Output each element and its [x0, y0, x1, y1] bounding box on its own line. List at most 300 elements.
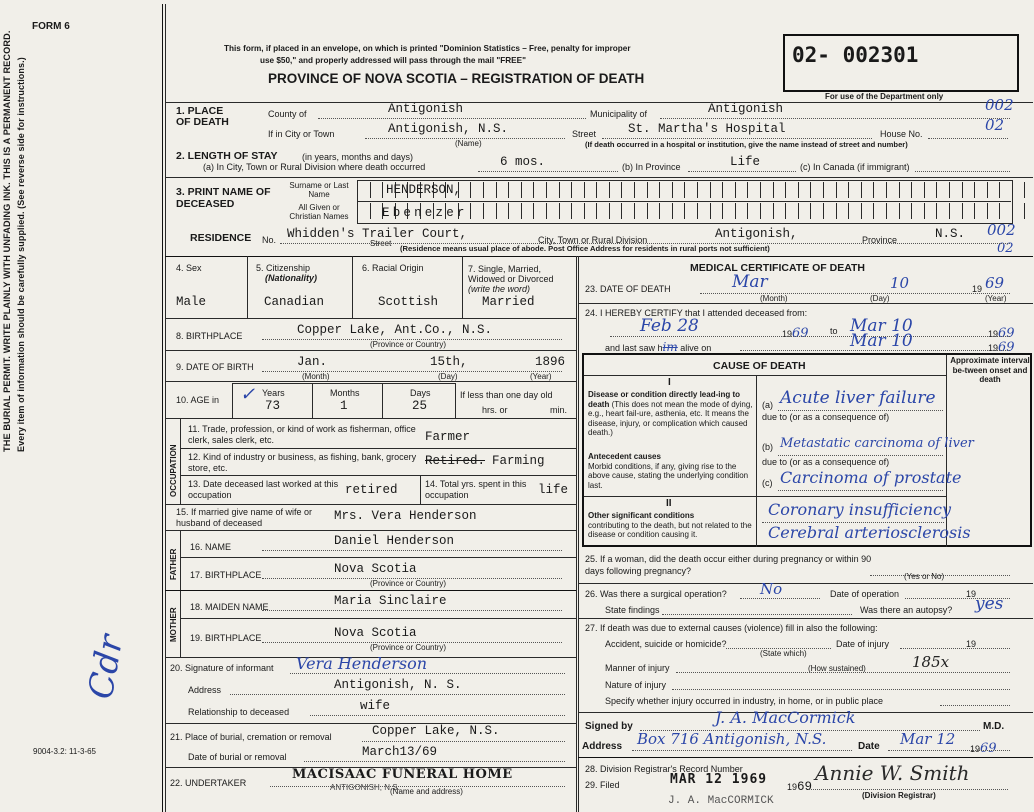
name-char-box: [836, 203, 849, 219]
bottom-stamp: [668, 795, 774, 807]
name-char-box: [521, 182, 534, 198]
county-line: [318, 118, 586, 119]
mother-side-label: MOTHER: [169, 607, 178, 642]
cause-b-line: [778, 455, 943, 456]
md-label: M.D.: [983, 721, 1005, 732]
q25-text: 25. If a woman, did the death occur either during pregnancy or within 90 days following pregnancy?: [585, 554, 872, 576]
name-char-box: [1012, 182, 1025, 198]
racial-label: 6. Racial Origin: [362, 263, 424, 273]
racial-value: Scottish: [378, 295, 439, 309]
name-char-box: [609, 203, 622, 219]
alive-line: [740, 350, 1010, 351]
name-char-box: [647, 203, 660, 219]
q26-label: 26. Was there a surgical operation?: [585, 589, 727, 599]
municipality-value: Antigonish: [708, 102, 784, 116]
dob-month: Jan.: [297, 355, 328, 369]
name-char-box: [584, 203, 597, 219]
attended-from-19: 19: [782, 329, 793, 339]
name-char-box: [936, 182, 949, 198]
stay-b-value: Life: [730, 155, 761, 169]
sign-year: [970, 742, 997, 755]
col-split: [576, 256, 577, 812]
informant-address: Antigonish, N. S.: [334, 678, 462, 692]
name-grid-mid: [357, 201, 1011, 202]
name-char-box: [470, 203, 483, 219]
name-char-box: [470, 182, 483, 198]
name-char-box: [873, 203, 886, 219]
age-days: 25: [412, 399, 428, 413]
relationship-value: wife: [360, 699, 391, 713]
alive-19: 19: [988, 343, 999, 353]
q15-label: [176, 507, 336, 529]
street-value: St. Martha's Hospital: [628, 122, 786, 136]
stay-b-line: [688, 171, 796, 172]
father-name-line: [262, 550, 562, 551]
age-col-2: [382, 383, 383, 418]
age-years: 73: [265, 399, 281, 413]
q21-label: 21. Place of burial, cremation or removal: [170, 732, 332, 742]
name-char-box: [710, 182, 723, 198]
burial-date: March13/69: [362, 745, 438, 759]
cause-head-rule: [584, 375, 946, 376]
name-char-box: [571, 203, 584, 219]
left-margin-rule: [162, 4, 163, 812]
roman-1: I: [668, 377, 671, 388]
municipality-label: Municipality of: [590, 109, 648, 119]
burial-place-line: [362, 741, 565, 742]
name-char-box: [672, 203, 685, 219]
injury-year: 19: [966, 639, 977, 649]
cause-a-line: [778, 410, 943, 411]
rule-occupation: [165, 418, 576, 419]
last-saw-text: and last saw h: [605, 343, 663, 353]
name-label: [176, 186, 276, 210]
house-label: House No.: [880, 129, 923, 139]
relationship-label: Relationship to deceased: [188, 707, 290, 717]
name-char-box: [848, 182, 861, 198]
disease-head: Disease or condition directly lead-ing to death: [588, 390, 741, 409]
rule-age: [165, 381, 576, 382]
min-label: min.: [550, 405, 568, 415]
state-findings-label: State findings: [605, 605, 660, 615]
name-char-box: [609, 182, 622, 198]
residence-province-label: Province: [862, 235, 898, 245]
rule-registrar: [578, 757, 1033, 758]
stay-c-line: [915, 171, 1010, 172]
q14-col: [420, 475, 421, 504]
dept-use-label: For use of the Department only: [825, 92, 944, 101]
dob-label: 9. DATE OF BIRTH: [176, 362, 254, 372]
q12-struck: Retired.: [425, 454, 486, 468]
other-head: Other significant conditions: [588, 511, 695, 520]
city-label: If in City or Town: [268, 129, 335, 139]
stay-c-label: (c) In Canada (if immigrant): [800, 162, 910, 172]
father-side-label: FATHER: [169, 548, 178, 580]
name-char-box: [974, 182, 987, 198]
death-month: Mar: [732, 272, 768, 292]
stay-label: 2. LENGTH OF STAY: [176, 150, 278, 162]
name-char-box: [508, 182, 521, 198]
rule-burial: [165, 723, 576, 724]
name-char-box: [1012, 203, 1025, 219]
name-char-box: [861, 203, 874, 219]
name-char-box: [987, 182, 1000, 198]
name-char-box: [1024, 182, 1034, 198]
side-note-text: Every item of information should be carefully supplied. (See reverse side for instructions.): [15, 57, 26, 452]
death-month-hint: (Month): [760, 294, 788, 303]
name-char-box: [747, 182, 760, 198]
registrar-line: [808, 789, 1008, 790]
mother-birthplace-hint: (Province or Country): [370, 643, 447, 652]
name-char-box: [697, 203, 710, 219]
due-to-1: due to (or as a consequence of): [762, 412, 890, 422]
injury-date-label: Date of injury: [836, 639, 890, 649]
sex-label: 4. Sex: [176, 263, 202, 273]
dob-day: 15th,: [430, 355, 468, 369]
rule-father: [165, 530, 576, 531]
attended-to-year: [988, 327, 1015, 340]
marital-label: [468, 264, 573, 294]
other-condition-2: Cerebral arteriosclerosis: [768, 523, 971, 542]
stay-sub: (in years, months and days): [302, 152, 414, 162]
attended-to-label: to: [830, 326, 838, 336]
disease-block: [588, 390, 754, 438]
burial-date-line: [304, 761, 565, 762]
relationship-line: [310, 715, 565, 716]
antecedent-head: Antecedent causes: [588, 452, 661, 461]
op-line: [740, 598, 820, 599]
name-char-box: [899, 182, 912, 198]
q13-value: retired: [345, 483, 398, 497]
city-value: Antigonish, N.S.: [388, 122, 509, 136]
given-label: [284, 203, 354, 221]
name-char-box: [785, 203, 798, 219]
q14-value: life: [538, 483, 569, 497]
age-years-label: Years: [262, 388, 285, 398]
name-char-box: [798, 203, 811, 219]
findings-line: [662, 614, 852, 615]
attended-to-yy: 69: [998, 326, 1015, 341]
rule-q24: [578, 303, 1033, 304]
name-char-box: [559, 182, 572, 198]
birthplace-hint: (Province or Country): [370, 340, 447, 349]
dob-month-hint: (Month): [302, 372, 330, 381]
name-char-box: [357, 182, 370, 198]
q25-label: [585, 553, 875, 577]
q16-label: 16. NAME: [190, 542, 232, 552]
name-char-box: [684, 203, 697, 219]
name-char-box: [886, 182, 899, 198]
racial-col: [462, 256, 463, 318]
rule-q13: [180, 475, 576, 476]
name-char-box: [722, 182, 735, 198]
name-char-box: [621, 203, 634, 219]
other-block: [588, 511, 754, 540]
name-char-box: [496, 203, 509, 219]
residence-code-2: 02: [997, 241, 1014, 256]
house-code: 02: [985, 116, 1005, 134]
physician-address: Box 716 Antigonish, N.S.: [637, 730, 827, 748]
injury-date-line: [900, 648, 1010, 649]
county-value: Antigonish: [388, 102, 464, 116]
stay-b-label: (b) In Province: [622, 162, 681, 172]
date-operation-year: 19: [966, 589, 977, 599]
header-line-2: use $50," and properly addressed will pass through the mail "FREE": [260, 56, 526, 65]
rule-q17: [180, 557, 576, 558]
rule-q27: [578, 618, 1033, 619]
name-char-box: [735, 182, 748, 198]
name-char-box: [697, 182, 710, 198]
address-line: [632, 750, 852, 751]
name-char-box: [924, 203, 937, 219]
rule-top: [165, 102, 1033, 103]
name-char-box: [546, 182, 559, 198]
last-saw-label: [605, 341, 711, 353]
dob-day-hint: (Day): [438, 372, 458, 381]
form-number: FORM 6: [32, 21, 70, 32]
rule-q15: [165, 504, 576, 505]
q11-label: [188, 424, 418, 446]
name-char-box: [634, 203, 647, 219]
street-line: [602, 138, 872, 139]
name-char-box: [773, 182, 786, 198]
name-char-box: [798, 182, 811, 198]
name-char-box: [621, 182, 634, 198]
attended-to: Mar 10: [850, 316, 913, 336]
name-char-box: [634, 182, 647, 198]
name-char-box: [773, 203, 786, 219]
name-char-box: [848, 203, 861, 219]
given-value: Ebenezer: [382, 206, 468, 220]
age-months: 1: [340, 399, 348, 413]
sign-date-line: [888, 750, 1010, 751]
name-char-box: [684, 182, 697, 198]
q11-text: 11. Trade, profession, or kind of work as fisherman, office clerk, sales clerk, etc.: [188, 424, 416, 445]
q13-text: 13. Date deceased last worked at this occupation: [188, 479, 339, 500]
autopsy-value: yes: [975, 594, 1004, 614]
death-day: 10: [890, 274, 910, 292]
age-days-label: Days: [410, 388, 431, 398]
name-char-box: [521, 203, 534, 219]
age-months-label: Months: [330, 388, 360, 398]
county-label: County of: [268, 109, 307, 119]
undertaker-stamp: MACISAAC FUNERAL HOME: [292, 767, 513, 782]
age-label: 10. AGE in: [176, 395, 220, 405]
alive-on-text: alive on: [680, 343, 712, 353]
operation-value: No: [760, 580, 783, 598]
place-of-death-text: 1. PLACE OF DEATH: [176, 105, 229, 128]
nationality-label: (Nationality): [265, 273, 318, 283]
informant-address-line: [230, 694, 565, 695]
other-text: contributing to the death, but not related to the disease or condition causing it.: [588, 520, 752, 539]
residence-no-label: No.: [262, 235, 277, 245]
name-char-box: [949, 203, 962, 219]
stay-a-label: (a) In City, Town or Rural Division where death occurred: [203, 162, 426, 172]
name-char-box: [810, 182, 823, 198]
name-char-box: [962, 182, 975, 198]
surname-label: [284, 181, 354, 199]
name-char-box: [899, 203, 912, 219]
informant-line: [290, 673, 565, 674]
col-split-2: [578, 256, 579, 812]
name-char-box: [936, 203, 949, 219]
occupation-col: [180, 418, 181, 504]
name-char-box: [357, 203, 370, 219]
name-char-box: [962, 203, 975, 219]
interval-label: [950, 356, 1030, 385]
side-handwriting: Cdr: [80, 631, 132, 703]
side-instructions: [0, 0, 28, 452]
sex-col: [247, 256, 248, 318]
due-to-2: due to (or as a consequence of): [762, 457, 890, 467]
name-char-box: [483, 203, 496, 219]
name-char-box: [924, 182, 937, 198]
occupation-side-label: OCCUPATION: [169, 444, 178, 497]
filed-19: 19: [787, 782, 798, 792]
name-char-box: [823, 182, 836, 198]
left-margin-rule-inner: [165, 4, 166, 812]
father-birthplace: Nova Scotia: [334, 562, 417, 576]
rule-mother: [165, 590, 576, 591]
name-char-box: [861, 182, 874, 198]
residence-street: Whidden's Trailer Court,: [287, 227, 468, 241]
yes-no-hint: (Yes or No): [904, 572, 945, 581]
cause-c-line: [778, 490, 943, 491]
nature-line: [672, 689, 1010, 690]
footer-code: 9004-3.2: 11-3-65: [33, 747, 97, 756]
rule-q19: [180, 618, 576, 619]
father-birthplace-hint: (Province or Country): [370, 579, 447, 588]
death-year-pre: 19: [972, 284, 983, 294]
roman-2: II: [666, 498, 672, 509]
q20-label: 20. Signature of informant: [170, 663, 274, 673]
registrar-hint: (Division Registrar): [862, 791, 936, 800]
bottom-stamp-text: J. A. MacCORMICK: [668, 795, 774, 807]
attended-line: [610, 336, 1010, 337]
nature-label: Nature of injury: [605, 680, 667, 690]
undertaker-line: [270, 786, 565, 787]
name-char-box: [999, 182, 1012, 198]
street-label: Street: [572, 129, 597, 139]
signed-label: Signed by: [585, 721, 633, 732]
attended-from: Feb 28: [640, 316, 699, 336]
name-char-box: [911, 182, 924, 198]
municipality-line: [660, 118, 1010, 119]
surname-value: HENDERSON,: [386, 183, 462, 197]
hrs-label: hrs. or: [482, 405, 508, 415]
name-char-box: [559, 203, 572, 219]
name-char-box: [785, 182, 798, 198]
filed-yy: 69: [797, 780, 813, 794]
disease-text: (This does not mean the mode of dying, e.g., heart fail-ure, asthenia, etc. It means the disease, injury, or complication which caused death.): [588, 399, 753, 437]
cause-c-letter: (c): [762, 478, 773, 488]
state-which-hint: (State which): [760, 649, 807, 658]
father-name: Daniel Henderson: [334, 534, 455, 548]
q14-label: [425, 479, 543, 501]
rule-q26: [578, 583, 1033, 584]
name-char-box: [747, 203, 760, 219]
medical-title: MEDICAL CERTIFICATE OF DEATH: [690, 262, 865, 274]
name-char-box: [370, 203, 383, 219]
sign-date: Mar 12: [900, 730, 956, 748]
other-condition-1: Coronary insufficiency: [768, 500, 952, 519]
age-check: ✓: [240, 384, 256, 405]
city-line: [365, 138, 565, 139]
spouse-value: Mrs. Vera Henderson: [334, 509, 477, 523]
sign-date-label: Date: [858, 741, 880, 752]
informant-signature: Vera Henderson: [296, 654, 428, 673]
marital-label-text: 7. Single, Married, Widowed or Divorced: [468, 264, 554, 284]
death-date-line: [700, 293, 1010, 294]
place-of-death-label: [176, 106, 256, 128]
residence-province: N.S.: [935, 227, 966, 241]
name-char-box: [672, 182, 685, 198]
name-char-box: [836, 182, 849, 198]
name-char-box: [911, 203, 924, 219]
rule-birthplace: [165, 318, 576, 319]
hospital-note: (If death occurred in a hospital or institution, give the name instead of street and number): [585, 140, 908, 149]
death-day-hint: (Day): [870, 294, 890, 303]
alive-yy: 69: [998, 340, 1015, 355]
cause-b: Metastatic carcinoma of liver: [780, 436, 974, 451]
cause-col-1: [756, 375, 757, 547]
name-char-box: [533, 203, 546, 219]
mother-name: Maria Sinclaire: [334, 594, 447, 608]
q14-text: 14. Total yrs. spent in this occupation: [425, 479, 527, 500]
physician-signature: J. A. MacCormick: [715, 708, 856, 727]
name-char-box: [571, 182, 584, 198]
rule-dob: [165, 350, 576, 351]
q12-value: Farming: [492, 454, 545, 468]
cause-a: Acute liver failure: [780, 388, 936, 408]
rule-personal-top: [165, 256, 1033, 257]
city-name-hint: (Name): [455, 139, 482, 148]
q22-label: 22. UNDERTAKER: [170, 778, 247, 788]
antecedent-text: Morbid conditions, if any, giving rise to the above cause, stating the underlying condition last.: [588, 461, 749, 490]
name-char-box: [584, 182, 597, 198]
house-line: [928, 138, 1008, 139]
name-char-box: [810, 203, 823, 219]
citizenship-label: 5. Citizenship: [256, 263, 311, 273]
q17-label: 17. BIRTHPLACE: [190, 570, 262, 580]
undertaker-stamp-sub: ANTIGONISH, N.S.: [330, 783, 400, 792]
marital-hint: (write the word): [468, 284, 531, 294]
burial-date-label: Date of burial or removal: [188, 752, 287, 762]
name-char-box: [533, 182, 546, 198]
residence-street-label: Street: [370, 239, 392, 248]
alive-date: Mar 10: [850, 331, 913, 351]
q12-text: 12. Kind of industry or business, as fishing, bank, grocery store, etc.: [188, 452, 417, 473]
birthplace-label: 8. BIRTHPLACE: [176, 331, 243, 341]
name-char-box: [735, 203, 748, 219]
q15-text: 15. If married give name of wife or husband of deceased: [176, 507, 313, 528]
surname-label-text: Surname or Last Name: [289, 181, 349, 199]
antecedent-block: [588, 452, 754, 490]
last-saw-struck: im: [662, 340, 678, 354]
name-char-box: [873, 182, 886, 198]
burial-place: Copper Lake, N.S.: [372, 724, 500, 738]
q23-label: 23. DATE OF DEATH: [585, 284, 671, 294]
registration-number: 02- 002301: [792, 43, 919, 67]
name-char-box: [760, 203, 773, 219]
q11-value: Farmer: [425, 430, 471, 444]
q18-label: 18. MAIDEN NAME: [190, 602, 269, 612]
how-sustained-hint: (How sustained): [808, 664, 866, 673]
mother-birthplace: Nova Scotia: [334, 626, 417, 640]
residence-label: RESIDENCE: [190, 232, 252, 244]
citizen-col: [352, 256, 353, 318]
death-year-hint: (Year): [985, 294, 1007, 303]
